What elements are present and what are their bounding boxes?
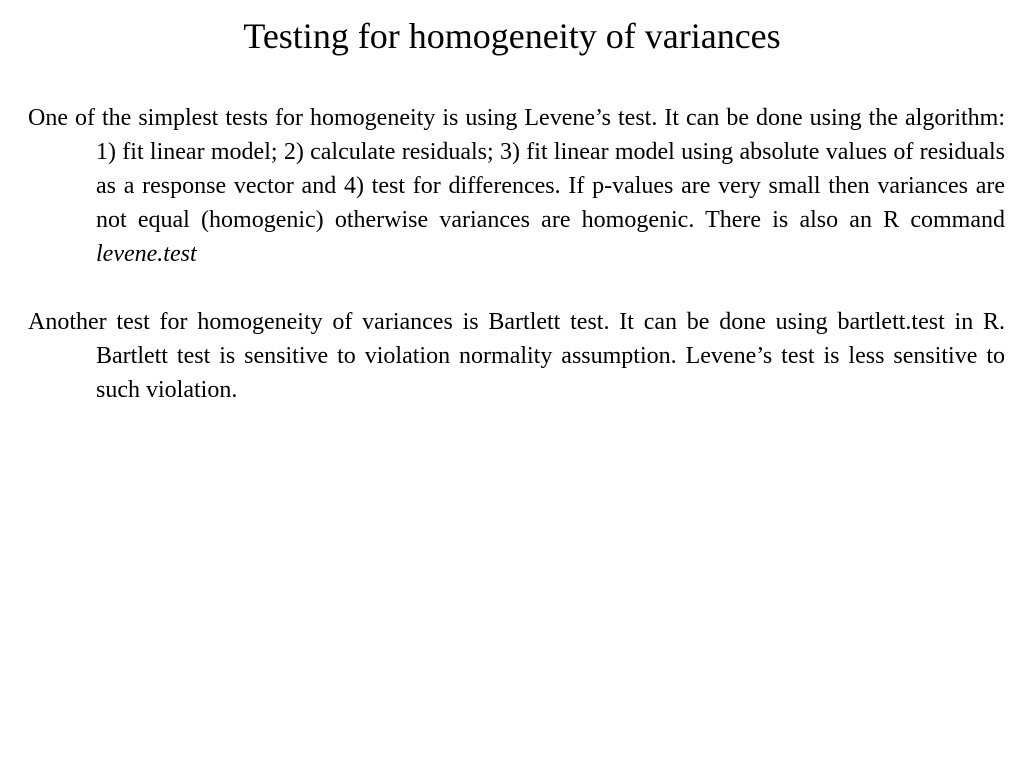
paragraph-bartlett-text: Another test for homogeneity of variances is Bartlett test. It can be done using bartlett.test in R. Bartlett test is sensitive to violation normality assumption. Levene’s test is less sensitive to such violation. <box>28 309 1005 403</box>
paragraph-levene-text: One of the simplest tests for homogeneity is using Levene’s test. It can be done using the algorithm: 1) fit linear model; 2) calculate residuals; 3) fit linear model using absolute values of residuals as a response vector and 4) test for differences. If p-values are very small then variances are not equal (homogenic) otherwise variances are homogenic. There is also an R command <box>28 105 1005 233</box>
slide-body <box>28 101 1005 441</box>
levene-test-command: levene.test <box>96 241 197 267</box>
paragraph-bartlett <box>28 305 1005 407</box>
slide-title: Testing for homogeneity of variances <box>243 16 781 56</box>
paragraph-levene <box>28 101 1005 271</box>
